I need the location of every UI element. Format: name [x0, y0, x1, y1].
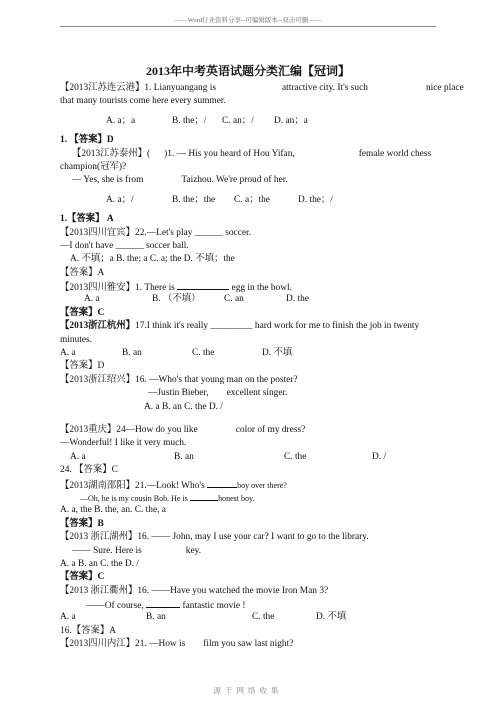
answer-line: 1.【答案】 A	[60, 214, 114, 225]
question-line	[60, 545, 444, 558]
question-text: fantastic movie !	[182, 601, 246, 612]
question-text: boy over there?	[237, 480, 287, 490]
question-line: that many tourists come here every summer.	[60, 96, 226, 107]
question-text: female world chess	[358, 148, 432, 159]
question-text: —— Sure. Here is	[72, 545, 142, 556]
document-body	[60, 82, 464, 652]
option: C. an	[224, 294, 244, 305]
question-line	[60, 82, 464, 95]
option: A. a	[70, 451, 86, 462]
option: A. a	[60, 348, 76, 359]
question-text: 【2013四川内江】21. —How is	[60, 639, 186, 650]
question-line	[60, 491, 444, 504]
option: D. the；/	[298, 194, 333, 205]
page-title: 2013年中考英语试题分类汇编【冠词】	[145, 64, 350, 78]
options-line: A. a B. an C. the D. /	[144, 401, 223, 412]
options-line: A. a B. an C. the D. /	[60, 558, 139, 569]
question-text: —Oh, he is my cousin Bob. He is	[80, 493, 188, 503]
question-line	[60, 424, 444, 437]
question-text: 【2013四川雅安】1. There is	[60, 283, 175, 294]
option: B. an	[122, 348, 142, 359]
question-line	[60, 148, 444, 161]
option: A. a；/	[106, 194, 134, 205]
question-line	[60, 280, 444, 293]
question-line: champion(冠军)?	[60, 161, 127, 172]
question-source: 【2013浙江杭州】	[60, 321, 136, 332]
question-line	[60, 174, 444, 187]
options-line: A. a, the B. the, an. C. the, a	[60, 505, 166, 516]
question-text: 【2013江苏连云港】1. Lianyuangang is	[60, 83, 216, 93]
answer-line: 【答案】C	[60, 307, 105, 318]
answer-line: 【答案】C	[60, 572, 105, 583]
option: B. the；/	[172, 115, 207, 126]
option: D. 不填	[316, 612, 347, 623]
option: A. a	[60, 612, 76, 623]
answer-blank	[177, 280, 229, 290]
answer-blank	[146, 598, 180, 608]
question-text: — Yes, she is from	[72, 175, 144, 186]
answer-line: 24. 【答案】C	[60, 465, 118, 476]
question-line: 【2013 浙江湖州】16. —— John, may I use your car? I want to go to the library.	[60, 532, 369, 543]
option: B. an	[146, 612, 166, 623]
answer-line: 【答案】A	[60, 267, 105, 278]
options-line: A. 不填；a B. the; a C. a; the D. 不填；the	[70, 254, 235, 265]
option: B. the；the	[172, 194, 216, 205]
option: B. （不填）	[152, 294, 201, 305]
page-header: ——Word行业资料分享--可编辑版本--双击可删——	[174, 17, 322, 24]
question-text: key.	[185, 545, 202, 556]
option: C. an；/	[222, 115, 254, 126]
question-text: attractive city. It's such	[281, 83, 368, 93]
options-line	[60, 451, 444, 464]
question-text: color of my dress?	[235, 425, 306, 436]
options-line	[60, 611, 444, 624]
option: C. the	[252, 612, 275, 623]
header-rule	[60, 26, 436, 27]
question-line	[60, 387, 444, 400]
option: D. 不填	[262, 348, 293, 359]
question-line	[60, 478, 444, 491]
answer-line: 【答案】B	[60, 518, 104, 529]
question-line: 【2013浙江绍兴】16. —Who's that young man on the poster?	[60, 374, 298, 385]
option: D. an；a	[274, 115, 308, 126]
question-text: 17.I think it's really _________ hard work for me to finish the job in twenty minutes.	[60, 321, 420, 345]
answer-blank	[190, 491, 218, 501]
option: B. an	[174, 451, 194, 462]
option: C. a；the	[234, 194, 270, 205]
question-line: —I don't have ______ soccer ball.	[60, 240, 189, 251]
options-line	[60, 347, 444, 360]
question-text: Taizhou. We're proud of her.	[181, 175, 288, 186]
question-line: 【2013四川宜宾】22.—Let's play ______ soccer.	[60, 227, 251, 238]
option: D. the	[286, 294, 309, 305]
question-text: 【2013江苏泰州】(	[72, 148, 151, 159]
question-text: 【2013湖南邵阳】21.—Look! Who's	[60, 480, 205, 491]
question-line: 【2013 浙江衢州】16. ——Have you watched the movie Iron Man 3?	[60, 585, 329, 596]
options-line	[60, 115, 444, 128]
question-text: excellent singer.	[226, 388, 288, 399]
option: D. /	[372, 451, 387, 462]
question-text: 【2013重庆】24—How do you like	[60, 425, 198, 436]
question-line	[60, 598, 444, 611]
options-line	[60, 293, 444, 306]
option: A. a	[84, 294, 100, 305]
question-line	[60, 320, 444, 347]
question-text: film you saw last night?	[203, 639, 294, 650]
question-text: nice place	[425, 83, 464, 93]
option: C. the	[192, 348, 215, 359]
question-text: —Justin Bieber,	[148, 388, 209, 399]
question-line: —Wonderful! I like it very much.	[60, 438, 187, 449]
question-text: )1. — His you heard of Hou Yifan,	[164, 148, 295, 159]
option: A. a；a	[106, 115, 136, 126]
question-text: honest boy.	[218, 493, 255, 503]
answer-line: 16.【答案】A	[60, 625, 116, 636]
question-line	[60, 638, 444, 651]
question-text: egg in the bowl.	[231, 283, 292, 294]
answer-blank	[207, 478, 237, 488]
option: C. the	[284, 451, 307, 462]
answer-line: 1. 【答案】D	[60, 135, 114, 146]
options-line	[60, 194, 444, 207]
answer-line: 【答案】D	[60, 361, 105, 372]
question-text: ——Of course,	[86, 601, 144, 612]
page-footer: 源于网络收集	[213, 686, 283, 695]
